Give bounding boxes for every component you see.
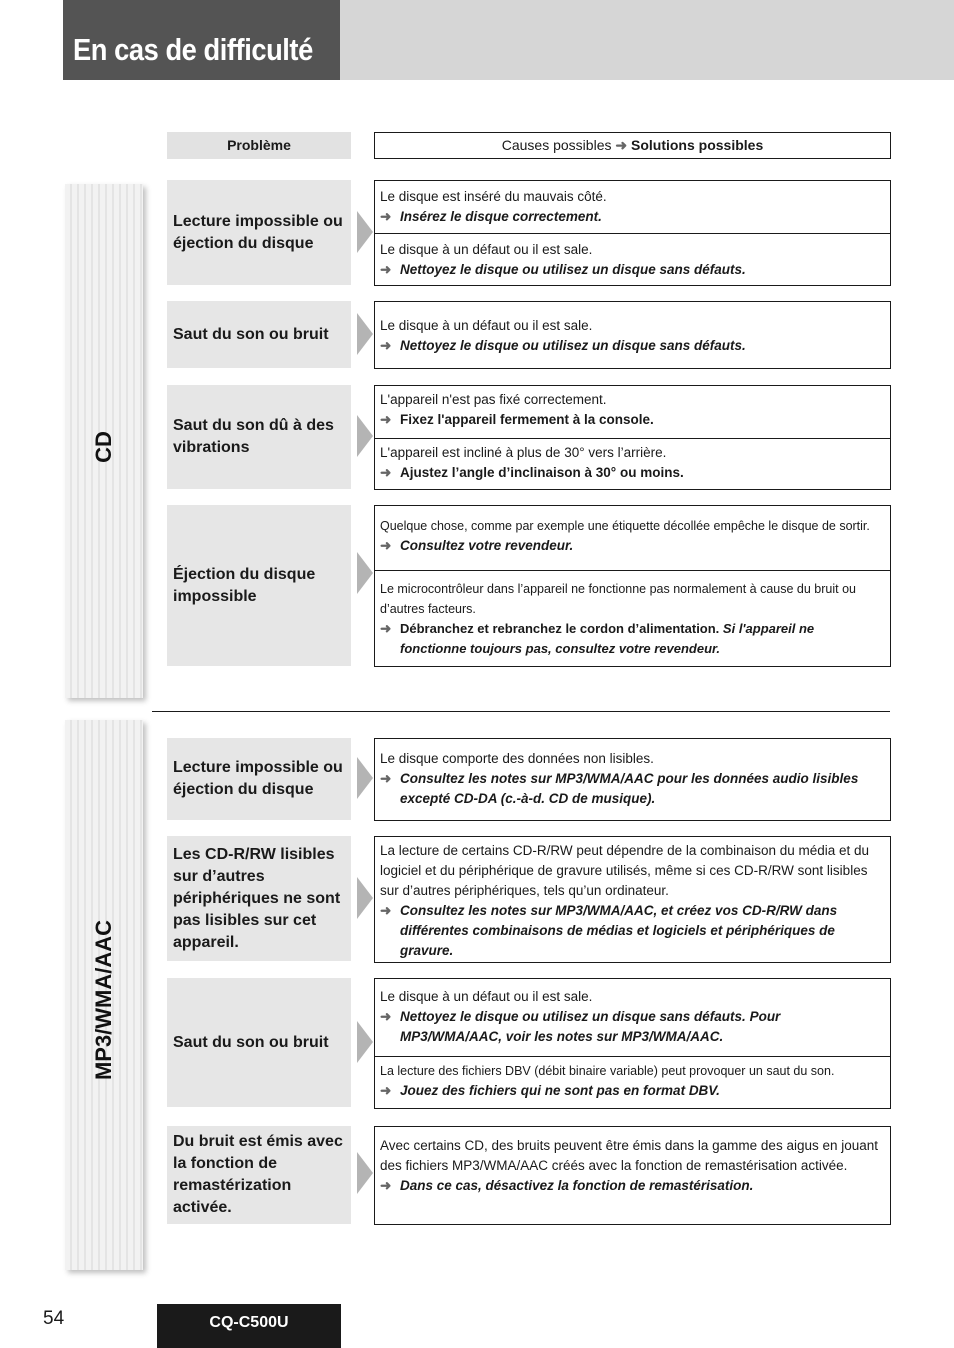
solution-text: Dans ce cas, désactivez la fonction de remastérisation. bbox=[400, 1178, 754, 1193]
cause-text: Le disque à un défaut ou il est sale. bbox=[380, 989, 593, 1004]
problem-text: Saut du son ou bruit bbox=[173, 325, 329, 343]
arrow-right-icon: ➜ bbox=[380, 338, 392, 353]
causes-box bbox=[374, 978, 891, 1109]
cause-cell bbox=[375, 506, 890, 570]
causes-box bbox=[374, 738, 891, 821]
solution-text: Si l'appareil ne fonctionne toujours pas, consultez votre revendeur. bbox=[400, 621, 815, 656]
cause-cell bbox=[375, 233, 890, 285]
arrow-right-icon: ➜ bbox=[380, 262, 392, 277]
solution-line bbox=[380, 260, 884, 280]
problem-cell bbox=[167, 505, 351, 666]
arrow-right-icon: ➜ bbox=[380, 1009, 392, 1024]
arrow-right-icon: ➜ bbox=[380, 465, 392, 480]
problem-cell bbox=[167, 978, 351, 1107]
cause-text: Le disque comporte des données non lisibles. bbox=[380, 751, 654, 766]
problem-text: Saut du son ou bruit bbox=[173, 1033, 329, 1051]
cause-text: Le disque à un défaut ou il est sale. bbox=[380, 318, 593, 333]
solution-line bbox=[380, 410, 884, 430]
header-causes: Causes possibles bbox=[501, 137, 612, 153]
arrow-right-icon: ➜ bbox=[380, 1178, 392, 1193]
cause-cell bbox=[375, 979, 890, 1056]
problem-cell bbox=[167, 836, 351, 961]
problem-text: Lecture impossible ou éjection du disque bbox=[173, 759, 343, 798]
triangle-right-icon bbox=[357, 1152, 373, 1194]
cause-cell bbox=[375, 739, 890, 820]
arrow-right-icon: ➜ bbox=[380, 903, 392, 918]
problem-cell bbox=[167, 385, 351, 489]
header-problem: Problème bbox=[167, 132, 351, 159]
arrow-right-icon: ➜ bbox=[380, 621, 392, 636]
solution-text: Consultez votre revendeur. bbox=[400, 538, 574, 553]
cause-cell bbox=[375, 181, 890, 233]
arrow-right-icon: ➜ bbox=[380, 1083, 392, 1098]
header-solutions: Solutions possibles bbox=[631, 137, 764, 153]
solution-line bbox=[380, 336, 884, 356]
cause-cell bbox=[375, 1127, 890, 1224]
solution-text: Insérez le disque correctement. bbox=[400, 209, 602, 224]
problem-cell bbox=[167, 301, 351, 368]
causes-box bbox=[374, 836, 891, 963]
solution-line bbox=[380, 901, 884, 961]
cause-text: Avec certains CD, des bruits peuvent être émis dans la gamme des aigus en jouant des fichiers MP3/WMA/AAC créés avec la fonction de remastérisation activée. bbox=[380, 1138, 879, 1173]
arrow-right-icon: ➜ bbox=[380, 771, 392, 786]
arrow-right-icon: ➜ bbox=[615, 137, 628, 153]
cause-cell bbox=[375, 302, 890, 368]
problem-text: Du bruit est émis avec la fonction de remastérization activée. bbox=[173, 1133, 343, 1216]
problem-cell bbox=[167, 738, 351, 820]
causes-box bbox=[374, 385, 891, 490]
solution-text-upright: Débranchez et rebranchez le cordon d’alimentation. bbox=[400, 621, 720, 636]
cause-cell bbox=[375, 438, 890, 489]
side-label-mp3: MP3/WMA/AAC bbox=[91, 919, 116, 1081]
solution-line bbox=[380, 207, 884, 227]
triangle-right-icon bbox=[357, 313, 373, 355]
solution-text: Consultez les notes sur MP3/WMA/AAC, et créez vos CD-R/RW dans différentes combinaisons de médias et logiciels et périphériques de gravure. bbox=[400, 903, 838, 958]
arrow-right-icon: ➜ bbox=[380, 209, 392, 224]
solution-line bbox=[380, 536, 884, 556]
solution-line bbox=[380, 769, 884, 809]
section-divider bbox=[152, 711, 890, 712]
solution-text: Nettoyez le disque ou utilisez un disque sans défauts. bbox=[400, 262, 746, 277]
triangle-right-icon bbox=[357, 415, 373, 457]
cause-cell bbox=[375, 386, 890, 438]
triangle-right-icon bbox=[357, 211, 373, 253]
cause-text: La lecture des fichiers DBV (débit binaire variable) peut provoquer un saut du son. bbox=[380, 1064, 835, 1078]
solution-line bbox=[380, 1081, 884, 1101]
page-number: 54 bbox=[43, 1308, 65, 1329]
arrow-right-icon: ➜ bbox=[380, 412, 392, 427]
cause-text: Le disque est inséré du mauvais côté. bbox=[380, 189, 607, 204]
problem-text: Les CD-R/RW lisibles sur d’autres périphériques ne sont pas lisibles sur cet appareil. bbox=[173, 845, 341, 951]
cause-text: Quelque chose, comme par exemple une étiquette décollée empêche le disque de sortir. bbox=[380, 519, 870, 533]
triangle-right-icon bbox=[357, 877, 373, 919]
cause-cell bbox=[375, 570, 890, 666]
cause-text: L'appareil n'est pas fixé correctement. bbox=[380, 392, 607, 407]
solution-text: Consultez les notes sur MP3/WMA/AAC pour les données audio lisibles excepté CD-DA (c.-à-d. CD de musique). bbox=[400, 771, 859, 806]
triangle-right-icon bbox=[357, 552, 373, 594]
causes-box bbox=[374, 1126, 891, 1225]
triangle-right-icon bbox=[357, 757, 373, 799]
cause-text: La lecture de certains CD-R/RW peut dépendre de la combinaison du média et du logiciel et du périphérique de gravure utilisés, même si ces CD-R/RW sont lisibles sur d’autres périphériques, tels qu’un ordinateur. bbox=[380, 843, 870, 898]
solution-line bbox=[380, 1176, 884, 1196]
cause-cell bbox=[375, 837, 890, 962]
solution-text: Nettoyez le disque ou utilisez un disque sans défauts. Pour MP3/WMA/AAC, voir les notes sur MP3/WMA/AAC. bbox=[400, 1009, 781, 1044]
solution-line bbox=[380, 463, 884, 483]
problem-text: Lecture impossible ou éjection du disque bbox=[173, 212, 343, 252]
causes-box bbox=[374, 301, 891, 369]
title-bar-extension bbox=[340, 0, 954, 80]
cause-text: Le microcontrôleur dans l’appareil ne fonctionne pas normalement à cause du bruit ou d’autres facteurs. bbox=[380, 582, 856, 616]
solution-line bbox=[380, 619, 884, 659]
arrow-right-icon: ➜ bbox=[380, 538, 392, 553]
solution-text: Fixez l'appareil fermement à la console. bbox=[400, 412, 654, 427]
triangle-right-icon bbox=[357, 1021, 373, 1063]
solution-text: Nettoyez le disque ou utilisez un disque sans défauts. bbox=[400, 338, 746, 353]
problem-text: Saut du son dû à des vibrations bbox=[173, 417, 334, 456]
solution-text: Jouez des fichiers qui ne sont pas en format DBV. bbox=[400, 1083, 720, 1098]
causes-box bbox=[374, 180, 891, 286]
cause-text: L'appareil est incliné à plus de 30° vers l’arrière. bbox=[380, 445, 667, 460]
header-causes-solutions bbox=[374, 132, 891, 159]
problem-cell bbox=[167, 180, 351, 285]
page-title: En cas de difficulté bbox=[73, 32, 313, 67]
solution-line bbox=[380, 1007, 884, 1047]
cause-cell bbox=[375, 1056, 890, 1108]
model-label: CQ-C500U bbox=[157, 1304, 341, 1348]
side-label-cd: CD bbox=[91, 431, 116, 463]
problem-cell bbox=[167, 1126, 351, 1224]
cause-text: Le disque à un défaut ou il est sale. bbox=[380, 242, 593, 257]
problem-text: Éjection du disque impossible bbox=[173, 565, 316, 605]
causes-box bbox=[374, 505, 891, 667]
solution-text: Ajustez l’angle d’inclinaison à 30° ou moins. bbox=[400, 465, 684, 480]
